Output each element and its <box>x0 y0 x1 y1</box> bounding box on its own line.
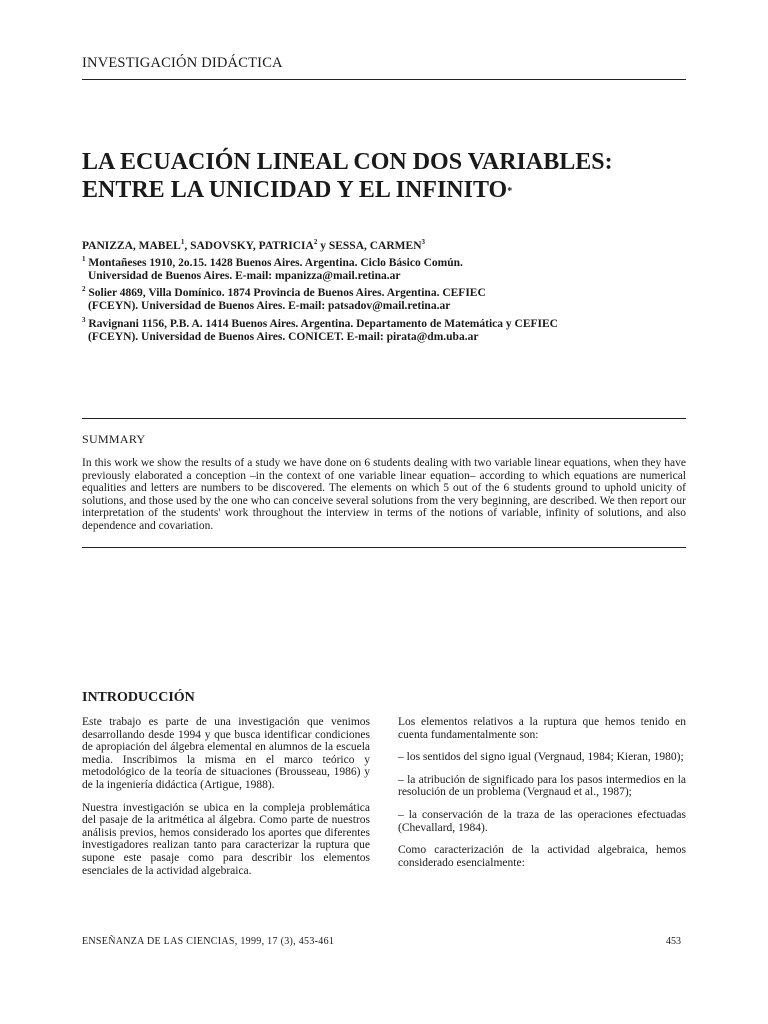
affiliation-mark: 1 <box>82 255 86 264</box>
author-name: SESSA, CARMEN <box>328 239 422 252</box>
affiliation-line <box>82 314 702 331</box>
affiliation-text: Solier 4869, Villa Domínico. 1874 Provincia de Buenos Aires. Argentina. CEFIEC <box>88 287 486 300</box>
summary-bottom-rule <box>82 547 686 548</box>
author-separator: , <box>184 239 191 252</box>
article-title <box>82 148 702 204</box>
author-mark: 2 <box>313 238 318 246</box>
right-column <box>398 716 686 879</box>
affiliation-mark: 2 <box>82 285 86 294</box>
header-rule <box>82 79 686 80</box>
summary-heading: SUMMARY <box>82 432 146 446</box>
paragraph: Los elementos relativos a la ruptura que hemos tenido en cuenta fundamentalmente son: <box>398 716 686 741</box>
section-header: INVESTIGACIÓN DIDÁCTICA <box>82 55 283 71</box>
author-mark: 1 <box>180 238 185 246</box>
summary-text: In this work we show the results of a study we have done on 6 students dealing with two variable linear equations, when they have previously elaborated a conception –in the context of one variable linear equation– according to which equations are numerical equalities and letters are numbers to be discovered. The elements on which 5 out of the 6 students ground to uphold unicity of solutions, and those used by the one who can conceive several solutions from the very beginning, are described. We then report our interpretation of the students' work throughout the interview in terms of the notions of variable, infinity of solutions, and also dependence and covariation. <box>82 457 686 532</box>
title-footnote-mark: * <box>507 186 513 197</box>
affiliation-line <box>82 283 702 300</box>
list-item: – la atribución de significado para los pasos intermedios en la resolución de un problema (Vergnaud et al., 1987); <box>398 773 686 799</box>
page-number: 453 <box>666 936 681 947</box>
paragraph: Nuestra investigación se ubica en la compleja problemática del pasaje de la aritmética al álgebra. Como parte de nuestros análisis previos, hemos considerado los aportes que diferentes investigadores realizan tanto para caracterizar la ruptura que supone este pasaje como para describir los elementos esenciales de la actividad algebraica. <box>82 801 370 877</box>
affiliation-line: Universidad de Buenos Aires. E-mail: mpanizza@mail.retina.ar <box>88 270 401 283</box>
affiliation-line <box>82 253 702 270</box>
author-mark: 3 <box>421 238 426 246</box>
list-item: – la conservación de la traza de las operaciones efectuadas (Chevallard, 1984). <box>398 808 686 834</box>
journal-citation: ENSEÑANZA DE LAS CIENCIAS, 1999, 17 (3), 453-461 <box>82 936 335 947</box>
title-line-1: LA ECUACIÓN LINEAL CON DOS VARIABLES: <box>82 149 613 175</box>
affiliation-text: Ravignani 1156, P.B. A. 1414 Buenos Aires. Argentina. Departamento de Matemática y CEFIEC <box>88 317 558 330</box>
affiliation-line: (FCEYN). Universidad de Buenos Aires. CONICET. E-mail: pirata@dm.uba.ar <box>88 330 479 343</box>
author-block <box>82 236 702 344</box>
author-separator: y <box>317 239 329 252</box>
author-line <box>82 236 702 253</box>
paragraph: Como caracterización de la actividad algebraica, hemos considerado esencialmente: <box>398 844 686 869</box>
summary-top-rule <box>82 418 686 419</box>
list-item: – los sentidos del signo igual (Vergnaud, 1984; Kieran, 1980); <box>398 751 684 764</box>
author-name: PANIZZA, MABEL <box>82 239 181 252</box>
left-column <box>82 716 370 887</box>
title-line-2: ENTRE LA UNICIDAD Y EL INFINITO <box>82 177 508 203</box>
paragraph: Este trabajo es parte de una investigación que venimos desarrollando desde 1994 y que busca identificar condiciones de apropiación del álgebra elemental en alumnos de la escuela media. Inscribimos la misma en el marco teórico y metodológico de la teoría de situaciones (Brousseau, 1986) y de la ingeniería didáctica (Artigue, 1988). <box>82 716 370 791</box>
affiliation-mark: 3 <box>82 315 86 324</box>
author-name: SADOVSKY, PATRICIA <box>190 239 314 252</box>
intro-heading: INTRODUCCIÓN <box>82 690 195 705</box>
affiliation-text: Montañeses 1910, 2o.15. 1428 Buenos Aires. Argentina. Ciclo Básico Común. <box>88 256 463 269</box>
affiliation-line: (FCEYN). Universidad de Buenos Aires. E-mail: patsadov@mail.retina.ar <box>88 300 451 313</box>
